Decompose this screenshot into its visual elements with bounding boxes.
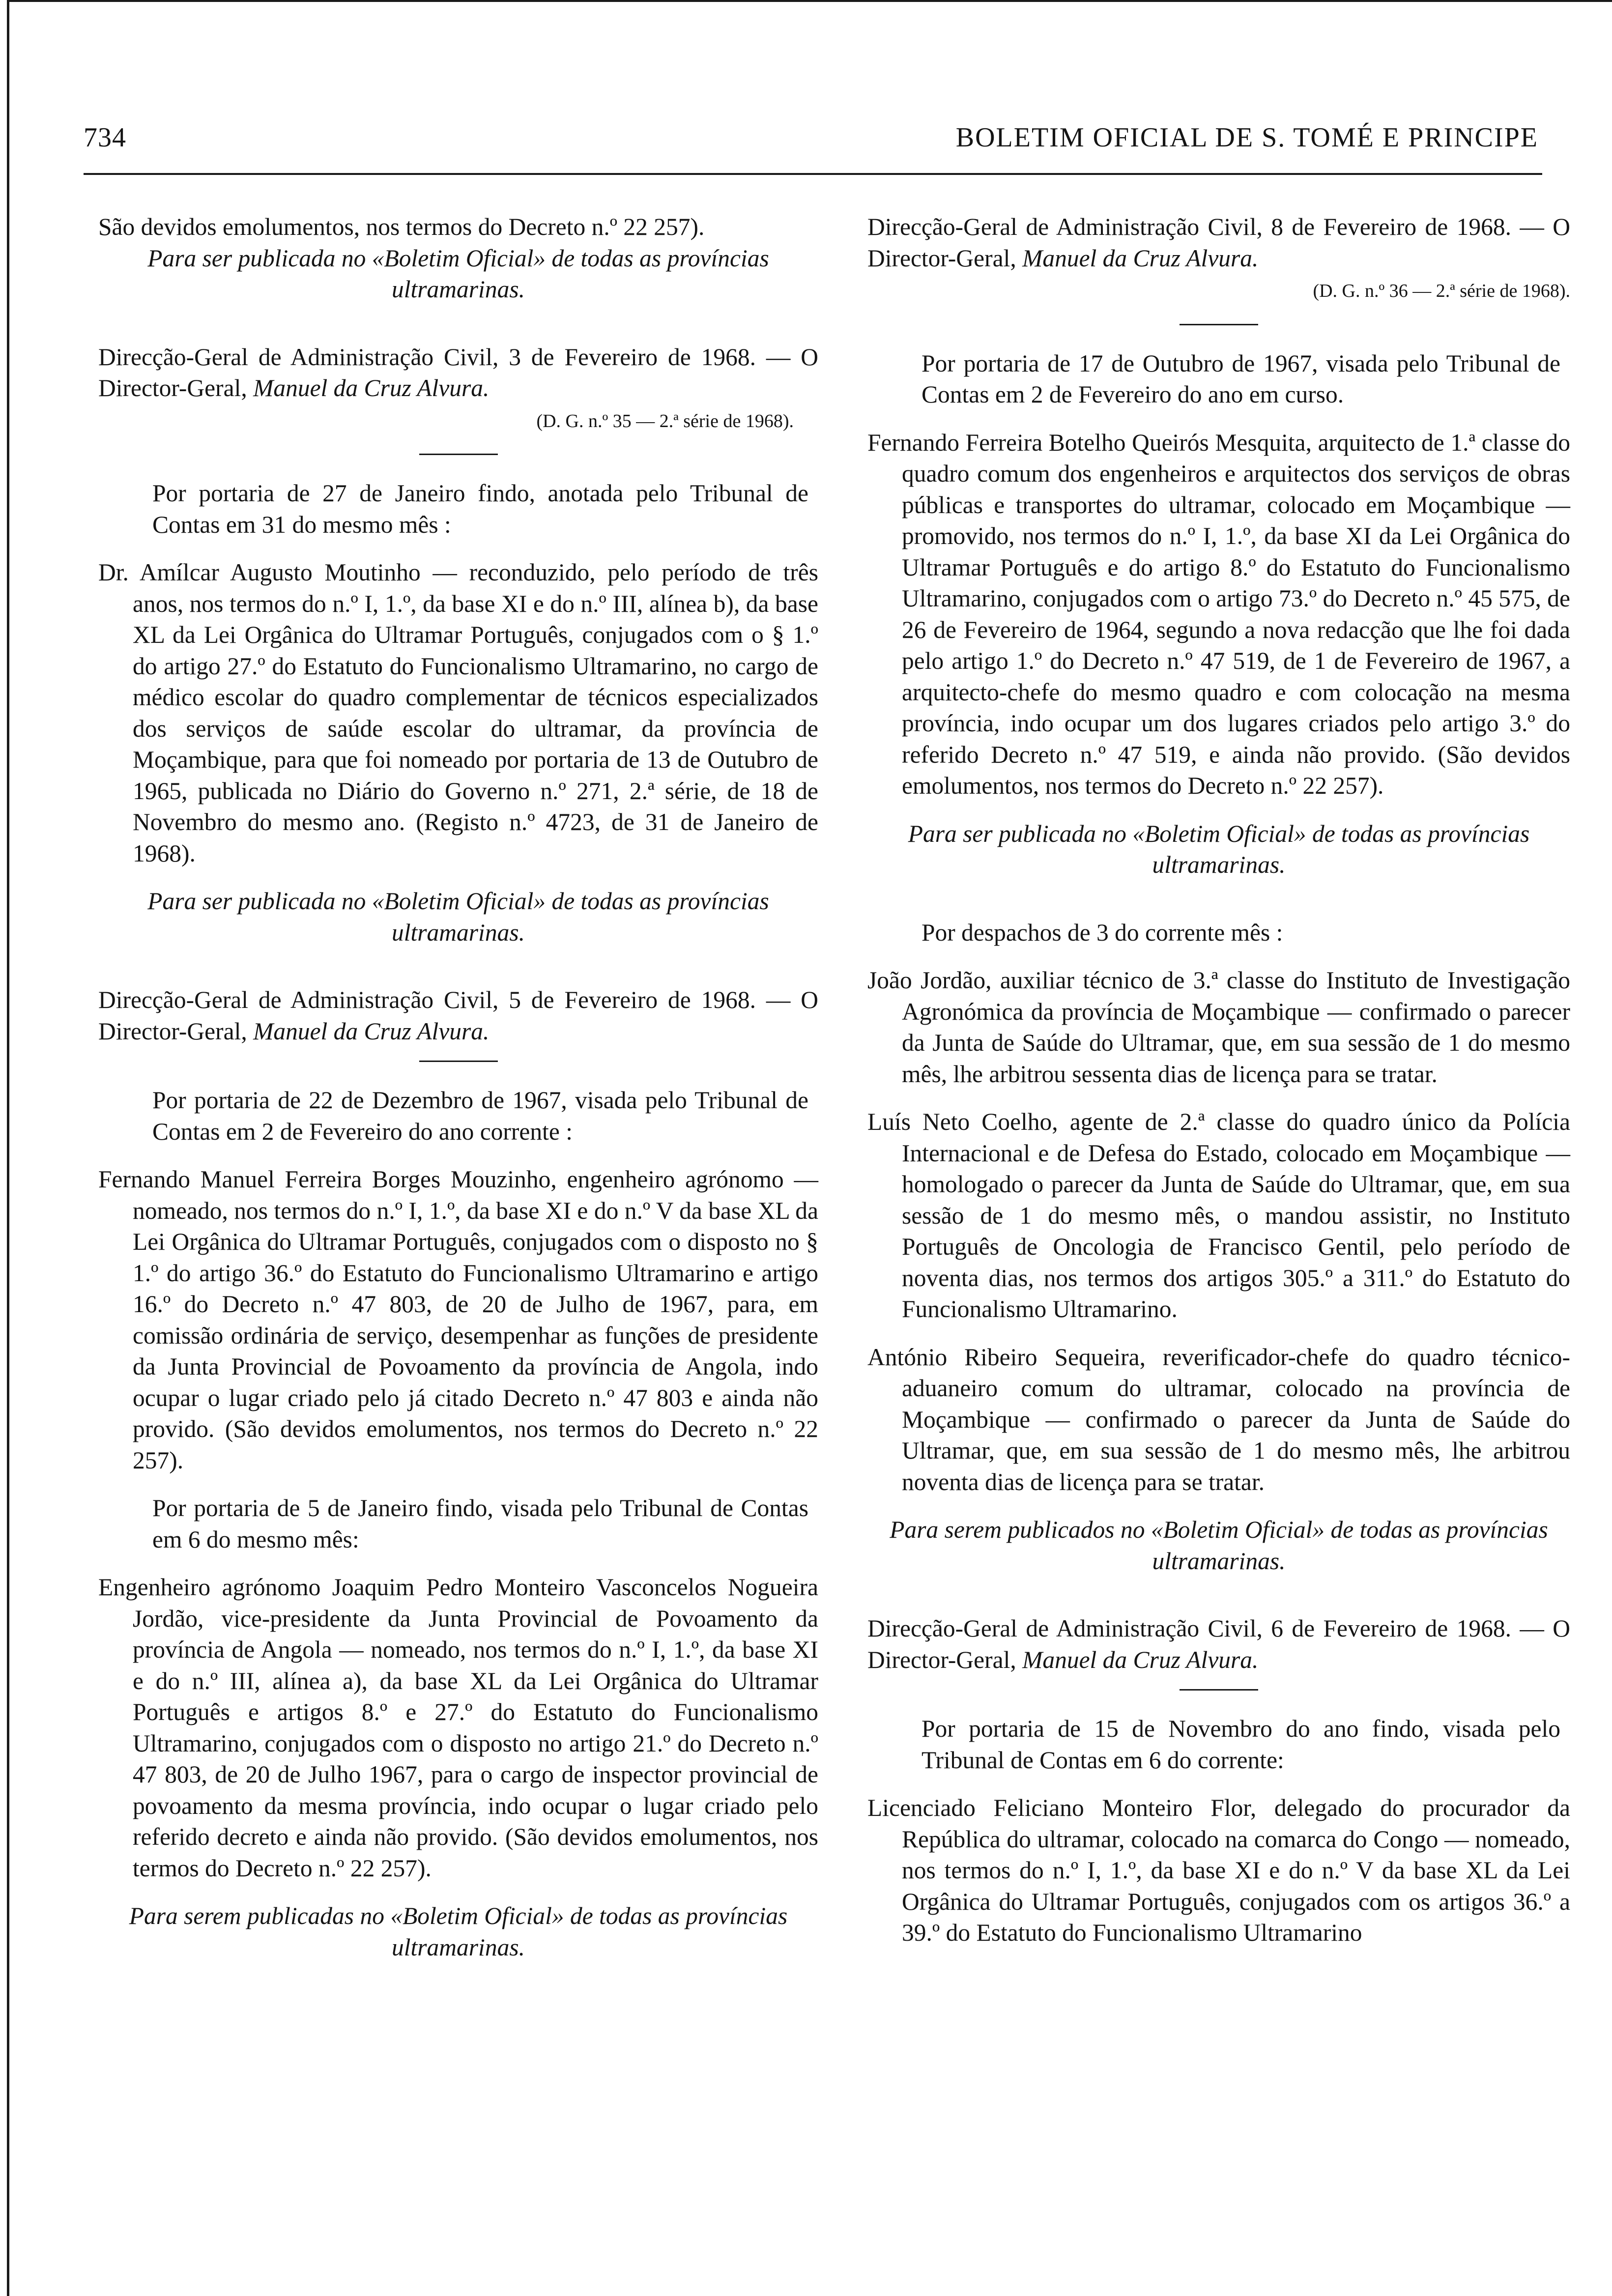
page-header — [84, 122, 1538, 161]
publication-instruction: Para ser publicada no «Boletim Oficial» de todas as províncias ultramarinas. — [147, 244, 769, 303]
appointment-entry: João Jordão, auxiliar técnico de 3.ª classe do Instituto de Investigação Agronómica da província de Moçambique — confirmado o parecer da Junta de Saúde do Ultramar, que, em sua sessão de 1 do mesmo mês, lhe arbitrou sessenta dias de licença para se tratar. — [867, 967, 1570, 1088]
page-edge-top — [7, 0, 1612, 2]
emolument-note: São devidos emolumentos, nos termos do Decreto n.º 22 257). — [98, 213, 705, 240]
portaria-intro: Por portaria de 5 de Janeiro findo, visada pelo Tribunal de Contas em 6 do mesmo mês: — [152, 1494, 808, 1553]
appointment-entry: Engenheiro agrónomo Joaquim Pedro Monteiro Vasconcelos Nogueira Jordão, vice-presidente da Junta Provincial de Povoamento da província de Angola — nomeado, nos termos do n.º I, 1.º, da base XI e do n.º III, alínea a), da base XL da Lei Orgânica do Ultramar Português e artigos 8.º e 27.º do Estatuto do Funcionalismo Ultramarino, conjugados com o disposto no artigo 21.º do Decreto n.º 47 803, de 20 de Julho 1967, para o cargo de inspector provincial de povoamento da mesma província, indo ocupar o lugar criado pelo referido decreto e ainda não provido. (São devidos emolumentos, nos termos do Decreto n.º 22 257). — [98, 1574, 818, 1882]
portaria-intro: Por portaria de 17 de Outubro de 1967, visada pelo Tribunal de Contas em 2 de Fevereiro do ano em curso. — [921, 349, 1560, 408]
appointment-entry: Fernando Ferreira Botelho Queirós Mesquita, arquitecto de 1.ª classe do quadro comum dos engenheiros e arquitectos dos serviços de obras públicas e transportes do ultramar, colocado em Moçambique — promovido, nos termos do n.º I, 1.º, da base XI da Lei Orgânica do Ultramar Português e do artigo 8.º do Estatuto do Funcionalismo Ultramarino, conjugados com o artigo 73.º do Decreto n.º 45 575, de 26 de Fevereiro de 1964, segundo a nova redacção que lhe foi dada pelo artigo 1.º do Decreto n.º 47 519, de 1 de Fevereiro de 1967, a arquitecto-chefe do mesmo quadro e com colocação na mesma província, indo ocupar um dos lugares criados pelo artigo 3.º do referido Decreto n.º 47 519, e ainda não provido. (São devidos emolumentos, nos termos do Decreto n.º 22 257). — [867, 429, 1570, 799]
portaria-intro: Por portaria de 15 de Novembro do ano findo, visada pelo Tribunal de Contas em 6 do corrente: — [921, 1715, 1560, 1774]
right-column — [867, 211, 1570, 1965]
gazette-reference: (D. G. n.º 36 — 2.ª série de 1968). — [1313, 281, 1570, 301]
publication-instruction: Para ser publicada no «Boletim Oficial» de todas as províncias ultramarinas. — [147, 888, 769, 946]
gazette-reference: (D. G. n.º 35 — 2.ª série de 1968). — [536, 410, 794, 431]
signature-block: Direcção-Geral de Administração Civil, 5 de Fevereiro de 1968. — O Director-Geral, Manuel da Cruz Alvura. — [98, 986, 818, 1045]
publication-title: BOLETIM OFICIAL DE S. TOMÉ E PRINCIPE — [955, 122, 1538, 153]
portaria-intro: Por portaria de 22 de Dezembro de 1967, visada pelo Tribunal de Contas em 2 de Fevereiro do ano corrente : — [152, 1087, 808, 1145]
section-separator — [1180, 324, 1258, 325]
appointment-entry: Fernando Manuel Ferreira Borges Mouzinho, engenheiro agrónomo — nomeado, nos termos do n.º I, 1.º, da base XI e do n.º V da base XL da Lei Orgânica do Ultramar Português, conjugados com o disposto no § 1.º do artigo 36.º do Estatuto do Funcionalismo Ultramarino e artigo 16.º do Decreto n.º 47 803, de 20 de Julho de 1967, para, em comissão ordinária de serviço, desempenhar as funções de presidente da Junta Provincial de Povoamento da província de Angola, indo ocupar o lugar criado pelo já citado Decreto n.º 47 803 e ainda não provido. (São devidos emolumentos, nos termos do Decreto n.º 22 257). — [98, 1166, 818, 1474]
publication-instruction: Para ser publicada no «Boletim Oficial» de todas as províncias ultramarinas. — [908, 820, 1530, 878]
publication-instruction: Para serem publicadas no «Boletim Oficial» de todas as províncias ultramarinas. — [129, 1902, 788, 1961]
page-edge-left — [7, 0, 9, 2296]
page-number: 734 — [84, 122, 126, 153]
director-name: Manuel da Cruz Alvura. — [1022, 1646, 1259, 1673]
section-separator — [419, 1061, 498, 1062]
section-separator — [419, 454, 498, 455]
director-name: Manuel da Cruz Alvura. — [1022, 244, 1259, 272]
appointment-entry: Licenciado Feliciano Monteiro Flor, delegado do procurador da República do ultramar, colocado na comarca do Congo — nomeado, nos termos do n.º I, 1.º, da base XI e do n.º V da base XL da Lei Orgânica do Ultramar Português, conjugados com os artigos 36.º a 39.º do Estatuto do Funcionalismo Ultramarino — [867, 1794, 1570, 1946]
appointment-entry: António Ribeiro Sequeira, reverificador-chefe do quadro técnico-aduaneiro comum do ultramar, colocado na província de Moçambique — confirmado o parecer da Junta de Saúde do Ultramar, que, em sua sessão de 1 do mesmo mês, lhe arbitrou noventa dias de licença para se tratar. — [867, 1343, 1570, 1495]
signature-block: Direcção-Geral de Administração Civil, 3 de Fevereiro de 1968. — O Director-Geral, Manuel da Cruz Alvura. — [98, 343, 818, 402]
left-column — [98, 211, 818, 1999]
director-name: Manuel da Cruz Alvura. — [253, 374, 489, 402]
despacho-intro: Por despachos de 3 do corrente mês : — [921, 918, 1283, 946]
signature-block: Direcção-Geral de Administração Civil, 8 de Fevereiro de 1968. — O Director-Geral, Manuel da Cruz Alvura. — [867, 213, 1570, 272]
appointment-entry: Dr. Amílcar Augusto Moutinho — reconduzido, pelo período de três anos, nos termos do n.º I, 1.º, da base XI e do n.º III, alínea b), da base XL da Lei Orgânica do Ultramar Português, conjugados com o § 1.º do artigo 27.º do Estatuto do Funcionalismo Ultramarino, no cargo de médico escolar do quadro complementar de técnicos especializados dos serviços de saúde escolar do ultramar, da província de Moçambique, para que foi nomeado por portaria de 13 de Outubro de 1965, publicada no Diário do Governo n.º 271, 2.ª série, de 18 de Novembro do mesmo ano. (Registo n.º 4723, de 31 de Janeiro de 1968). — [98, 559, 818, 867]
portaria-intro: Por portaria de 27 de Janeiro findo, anotada pelo Tribunal de Contas em 31 do mesmo mês : — [152, 480, 808, 538]
director-name: Manuel da Cruz Alvura. — [253, 1017, 489, 1045]
signature-block: Direcção-Geral de Administração Civil, 6 de Fevereiro de 1968. — O Director-Geral, Manuel da Cruz Alvura. — [867, 1615, 1570, 1673]
header-rule — [84, 173, 1542, 175]
section-separator — [1180, 1689, 1258, 1691]
appointment-entry: Luís Neto Coelho, agente de 2.ª classe do quadro único da Polícia Internacional e de Defesa do Estado, colocado em Moçambique — homologado o parecer da Junta de Saúde do Ultramar, que, em sua sessão de 1 do mesmo mês, o mandou assistir, no Instituto Português de Oncologia de Francisco Gentil, pelo período de noventa dias, nos termos dos artigos 305.º a 311.º do Estatuto do Funcionalismo Ultramarino. — [867, 1108, 1570, 1322]
publication-instruction: Para serem publicados no «Boletim Oficial» de todas as províncias ultramarinas. — [890, 1516, 1548, 1575]
